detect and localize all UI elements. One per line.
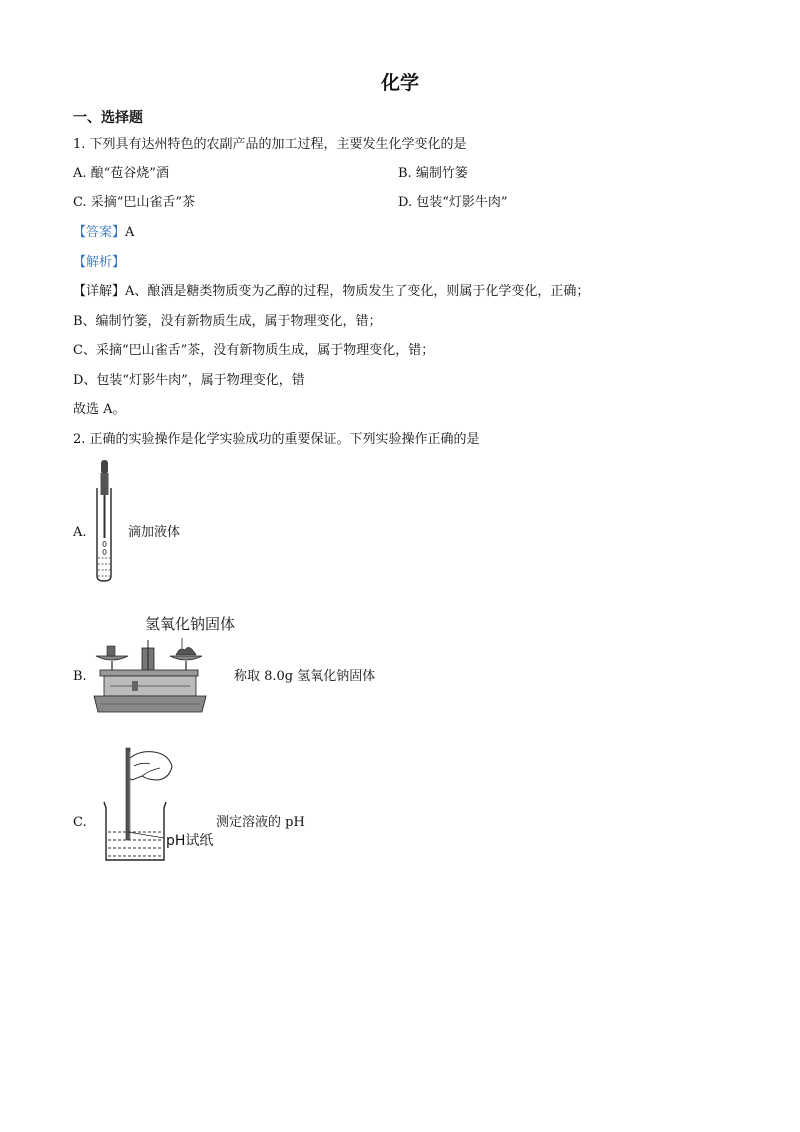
q2-option-b-letter: B. [73,669,87,684]
detail-line: 故选 A。 [73,402,126,417]
q1-answer [73,226,134,239]
q2-option-b-text: 称取 8.0g 氢氧化钠固体 [234,669,376,684]
detail-line: 【详解】A、酿酒是糖类物质变为乙醇的过程，物质发生了变化，则属于化学变化，正确； [73,284,590,299]
q2-option-c-text: 测定溶液的 pH [216,815,305,830]
q1-option-c: C. 采摘“巴山雀舌”茶 [73,195,196,210]
figure-label-naoh: 氢氧化钠固体 [145,615,236,633]
balance-scale-figure [90,634,210,714]
q1-stem: 1. 下列具有达州特色的农副产品的加工过程，主要发生化学变化的是 [73,137,467,152]
figure-label-ph-paper: pH试纸 [166,833,214,849]
q2-option-c-letter: C. [73,815,87,830]
q1-option-d: D. 包装“灯影牛肉” [398,195,508,210]
analysis-tag: 【解析】 [73,255,126,270]
q1-option-a: A. 酿“苞谷烧”酒 [73,166,169,181]
dropper-test-tube-figure [92,458,122,584]
detail-line: B、编制竹篓，没有新物质生成，属于物理变化，错； [73,314,382,329]
detail-line: D、包装“灯影牛肉”，属于物理变化，错 [73,373,305,388]
q2-stem: 2. 正确的实验操作是化学实验成功的重要保证。下列实验操作正确的是 [73,432,480,447]
detail-line: C、采摘“巴山雀舌”茶，没有新物质生成，属于物理变化，错； [73,343,435,358]
page-title: 化学 [380,72,419,94]
q2-option-a-letter: A. [73,525,87,540]
answer-tag: 【答案】 [73,225,126,240]
q2-option-a-text: 滴加液体 [128,525,181,540]
section-heading: 一、选择题 [73,110,143,126]
q1-option-b: B. 编制竹篓 [398,166,468,181]
ph-test-figure [98,746,172,866]
answer-value: A [125,225,135,240]
